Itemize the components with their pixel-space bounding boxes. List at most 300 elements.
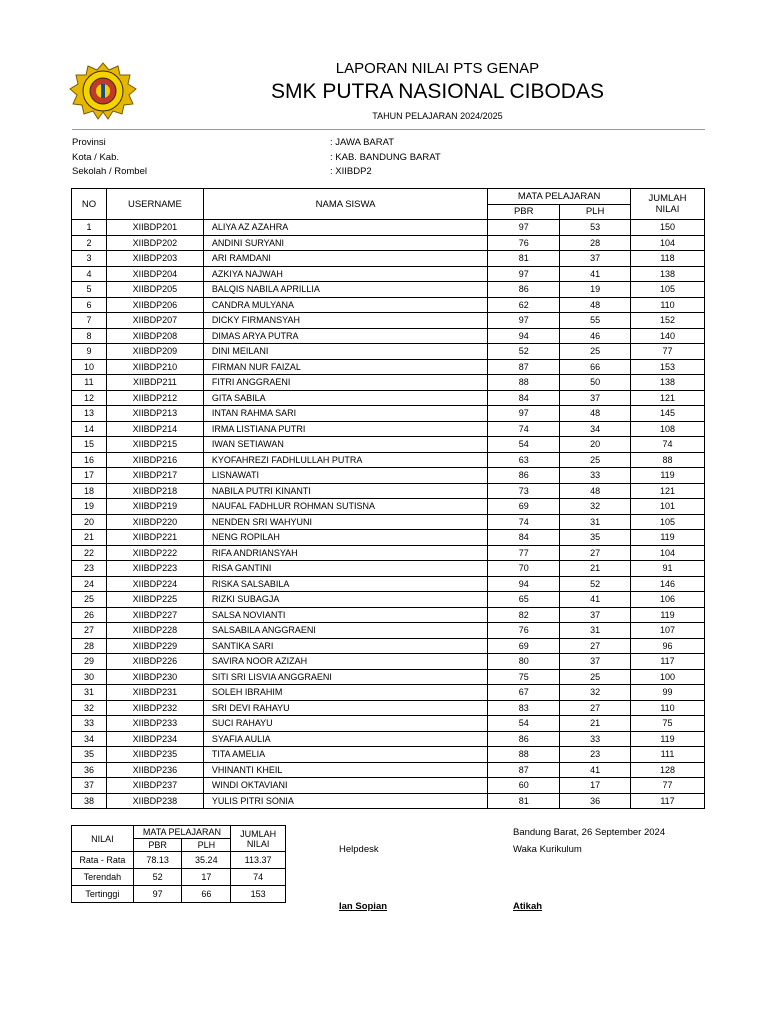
cell-jumlah: 105 <box>631 282 705 298</box>
table-row <box>72 235 705 251</box>
table-row <box>72 220 705 236</box>
cell-jumlah: 145 <box>631 406 705 422</box>
table-row <box>72 638 705 654</box>
cell-no: 28 <box>72 638 107 654</box>
cell-jumlah: 88 <box>631 452 705 468</box>
cell-plh: 48 <box>560 297 631 313</box>
cell-username: XIIBDP225 <box>106 592 203 608</box>
cell-no: 5 <box>72 282 107 298</box>
table-row <box>72 437 705 453</box>
cell-no: 26 <box>72 607 107 623</box>
cell-no: 14 <box>72 421 107 437</box>
cell-jumlah: 138 <box>631 375 705 391</box>
cell-plh: 50 <box>560 375 631 391</box>
table-row <box>72 576 705 592</box>
info-value-kota: : KAB. BANDUNG BARAT <box>330 152 441 163</box>
cell-jumlah: 104 <box>631 545 705 561</box>
cell-nama: RISA GANTINI <box>203 561 487 577</box>
cell-plh: 25 <box>560 344 631 360</box>
cell-pbr: 73 <box>488 483 560 499</box>
cell-jumlah: 106 <box>631 592 705 608</box>
summary-table-body <box>72 852 286 903</box>
cell-nama: IWAN SETIAWAN <box>203 437 487 453</box>
summary-cell-jumlah: 113.37 <box>231 852 286 869</box>
table-row <box>72 452 705 468</box>
cell-username: XIIBDP214 <box>106 421 203 437</box>
summary-cell-label: Terendah <box>72 869 134 886</box>
cell-pbr: 60 <box>488 778 560 794</box>
cell-no: 22 <box>72 545 107 561</box>
cell-no: 30 <box>72 669 107 685</box>
summary-cell-pbr: 97 <box>133 886 182 903</box>
table-row <box>72 297 705 313</box>
nilai-label: NILAI <box>655 204 680 215</box>
cell-nama: VHINANTI KHEIL <box>203 762 487 778</box>
cell-nama: ALIYA AZ AZAHRA <box>203 220 487 236</box>
table-row <box>72 328 705 344</box>
cell-plh: 41 <box>560 592 631 608</box>
cell-username: XIIBDP215 <box>106 437 203 453</box>
cell-username: XIIBDP206 <box>106 297 203 313</box>
cell-nama: DIMAS ARYA PUTRA <box>203 328 487 344</box>
cell-no: 29 <box>72 654 107 670</box>
summary-cell-plh: 17 <box>182 869 231 886</box>
cell-pbr: 67 <box>488 685 560 701</box>
cell-jumlah: 104 <box>631 235 705 251</box>
cell-plh: 37 <box>560 654 631 670</box>
cell-jumlah: 152 <box>631 313 705 329</box>
table-row <box>72 685 705 701</box>
table-row <box>72 793 705 809</box>
table-row <box>72 623 705 639</box>
cell-plh: 46 <box>560 328 631 344</box>
cell-jumlah: 117 <box>631 654 705 670</box>
cell-nama: SUCI RAHAYU <box>203 716 487 732</box>
cell-jumlah: 119 <box>631 468 705 484</box>
cell-no: 10 <box>72 359 107 375</box>
cell-nama: YULIS PITRI SONIA <box>203 793 487 809</box>
cell-no: 33 <box>72 716 107 732</box>
cell-no: 25 <box>72 592 107 608</box>
cell-username: XIIBDP221 <box>106 530 203 546</box>
cell-jumlah: 101 <box>631 499 705 515</box>
school-logo <box>68 62 138 120</box>
cell-pbr: 97 <box>488 220 560 236</box>
cell-plh: 41 <box>560 266 631 282</box>
cell-nama: IRMA LISTIANA PUTRI <box>203 421 487 437</box>
cell-no: 31 <box>72 685 107 701</box>
cell-nama: TITA AMELIA <box>203 747 487 763</box>
cell-jumlah: 119 <box>631 530 705 546</box>
cell-pbr: 54 <box>488 716 560 732</box>
cell-nama: NABILA PUTRI KINANTI <box>203 483 487 499</box>
summary-header-plh: PLH <box>182 839 231 852</box>
cell-jumlah: 150 <box>631 220 705 236</box>
cell-jumlah: 111 <box>631 747 705 763</box>
table-row <box>72 530 705 546</box>
cell-pbr: 86 <box>488 468 560 484</box>
cell-plh: 31 <box>560 623 631 639</box>
cell-plh: 35 <box>560 530 631 546</box>
summary-cell-plh: 66 <box>182 886 231 903</box>
cell-username: XIIBDP233 <box>106 716 203 732</box>
cell-nama: DINI MEILANI <box>203 344 487 360</box>
cell-pbr: 87 <box>488 359 560 375</box>
cell-no: 8 <box>72 328 107 344</box>
summary-nilai-label: NILAI <box>246 838 270 849</box>
cell-jumlah: 105 <box>631 514 705 530</box>
cell-username: XIIBDP202 <box>106 235 203 251</box>
cell-jumlah: 75 <box>631 716 705 732</box>
col-header-no: NO <box>72 189 107 220</box>
cell-pbr: 76 <box>488 623 560 639</box>
table-row <box>72 747 705 763</box>
cell-plh: 21 <box>560 561 631 577</box>
cell-username: XIIBDP219 <box>106 499 203 515</box>
cell-no: 17 <box>72 468 107 484</box>
info-label-provinsi: Provinsi <box>72 137 106 148</box>
cell-username: XIIBDP224 <box>106 576 203 592</box>
cell-jumlah: 128 <box>631 762 705 778</box>
cell-nama: GITA SABILA <box>203 390 487 406</box>
cell-username: XIIBDP236 <box>106 762 203 778</box>
col-header-pbr: PBR <box>488 204 560 220</box>
cell-no: 16 <box>72 452 107 468</box>
cell-username: XIIBDP208 <box>106 328 203 344</box>
cell-pbr: 69 <box>488 499 560 515</box>
cell-plh: 28 <box>560 235 631 251</box>
cell-username: XIIBDP232 <box>106 700 203 716</box>
cell-nama: SITI SRI LISVIA ANGGRAENI <box>203 669 487 685</box>
cell-nama: SOLEH IBRAHIM <box>203 685 487 701</box>
cell-username: XIIBDP220 <box>106 514 203 530</box>
cell-no: 7 <box>72 313 107 329</box>
cell-pbr: 87 <box>488 762 560 778</box>
col-header-username: USERNAME <box>106 189 203 220</box>
cell-plh: 33 <box>560 468 631 484</box>
cell-username: XIIBDP205 <box>106 282 203 298</box>
cell-no: 4 <box>72 266 107 282</box>
cell-jumlah: 108 <box>631 421 705 437</box>
cell-nama: CANDRA MULYANA <box>203 297 487 313</box>
cell-plh: 31 <box>560 514 631 530</box>
cell-username: XIIBDP223 <box>106 561 203 577</box>
cell-pbr: 84 <box>488 530 560 546</box>
cell-jumlah: 121 <box>631 483 705 499</box>
cell-jumlah: 77 <box>631 778 705 794</box>
cell-pbr: 74 <box>488 421 560 437</box>
cell-plh: 53 <box>560 220 631 236</box>
cell-username: XIIBDP218 <box>106 483 203 499</box>
cell-plh: 32 <box>560 499 631 515</box>
cell-jumlah: 91 <box>631 561 705 577</box>
cell-pbr: 69 <box>488 638 560 654</box>
cell-jumlah: 99 <box>631 685 705 701</box>
cell-nama: NAUFAL FADHLUR ROHMAN SUTISNA <box>203 499 487 515</box>
cell-plh: 21 <box>560 716 631 732</box>
cell-jumlah: 107 <box>631 623 705 639</box>
cell-plh: 52 <box>560 576 631 592</box>
helpdesk-name: Ian Sopian <box>339 901 388 912</box>
summary-cell-label: Rata - Rata <box>72 852 134 869</box>
cell-nama: SAVIRA NOOR AZIZAH <box>203 654 487 670</box>
cell-plh: 19 <box>560 282 631 298</box>
cell-pbr: 82 <box>488 607 560 623</box>
cell-nama: RIZKI SUBAGJA <box>203 592 487 608</box>
cell-no: 1 <box>72 220 107 236</box>
cell-pbr: 86 <box>488 282 560 298</box>
summary-cell-label: Tertinggi <box>72 886 134 903</box>
cell-no: 12 <box>72 390 107 406</box>
cell-no: 9 <box>72 344 107 360</box>
cell-pbr: 88 <box>488 375 560 391</box>
cell-nama: INTAN RAHMA SARI <box>203 406 487 422</box>
cell-jumlah: 117 <box>631 793 705 809</box>
cell-nama: SANTIKA SARI <box>203 638 487 654</box>
table-row <box>72 716 705 732</box>
jumlah-label: JUMLAH <box>648 193 687 204</box>
cell-no: 38 <box>72 793 107 809</box>
table-row <box>72 406 705 422</box>
cell-pbr: 81 <box>488 793 560 809</box>
cell-pbr: 86 <box>488 731 560 747</box>
cell-no: 37 <box>72 778 107 794</box>
cell-pbr: 62 <box>488 297 560 313</box>
cell-no: 3 <box>72 251 107 267</box>
cell-plh: 25 <box>560 452 631 468</box>
cell-no: 11 <box>72 375 107 391</box>
cell-no: 18 <box>72 483 107 499</box>
table-row <box>72 607 705 623</box>
table-row <box>72 561 705 577</box>
place-date: Bandung Barat, 26 September 2024 <box>513 827 666 838</box>
cell-plh: 20 <box>560 437 631 453</box>
cell-pbr: 80 <box>488 654 560 670</box>
cell-no: 23 <box>72 561 107 577</box>
school-emblem-icon <box>68 62 138 120</box>
summary-jumlah-label: JUMLAH <box>240 828 277 839</box>
cell-pbr: 94 <box>488 576 560 592</box>
cell-username: XIIBDP238 <box>106 793 203 809</box>
summary-cell-jumlah: 153 <box>231 886 286 903</box>
cell-jumlah: 74 <box>631 437 705 453</box>
cell-no: 20 <box>72 514 107 530</box>
cell-no: 21 <box>72 530 107 546</box>
cell-no: 34 <box>72 731 107 747</box>
table-row <box>72 592 705 608</box>
summary-cell-pbr: 52 <box>133 869 182 886</box>
cell-pbr: 83 <box>488 700 560 716</box>
cell-username: XIIBDP230 <box>106 669 203 685</box>
table-row <box>72 344 705 360</box>
cell-no: 13 <box>72 406 107 422</box>
cell-jumlah: 140 <box>631 328 705 344</box>
table-row <box>72 359 705 375</box>
col-header-plh: PLH <box>560 204 631 220</box>
helpdesk-role: Helpdesk <box>339 844 379 855</box>
cell-no: 27 <box>72 623 107 639</box>
cell-no: 2 <box>72 235 107 251</box>
cell-jumlah: 77 <box>631 344 705 360</box>
cell-username: XIIBDP210 <box>106 359 203 375</box>
cell-username: XIIBDP203 <box>106 251 203 267</box>
cell-username: XIIBDP209 <box>106 344 203 360</box>
cell-username: XIIBDP234 <box>106 731 203 747</box>
table-row <box>72 545 705 561</box>
cell-username: XIIBDP207 <box>106 313 203 329</box>
cell-plh: 37 <box>560 607 631 623</box>
cell-plh: 48 <box>560 406 631 422</box>
cell-nama: FITRI ANGGRAENI <box>203 375 487 391</box>
cell-username: XIIBDP222 <box>106 545 203 561</box>
cell-jumlah: 96 <box>631 638 705 654</box>
table-row <box>72 700 705 716</box>
header-divider <box>72 129 705 130</box>
cell-plh: 37 <box>560 390 631 406</box>
cell-plh: 66 <box>560 359 631 375</box>
table-row <box>72 499 705 515</box>
table-row <box>72 390 705 406</box>
cell-username: XIIBDP227 <box>106 607 203 623</box>
col-header-jumlah <box>631 189 705 220</box>
cell-nama: RISKA SALSABILA <box>203 576 487 592</box>
summary-header-pbr: PBR <box>133 839 182 852</box>
cell-plh: 33 <box>560 731 631 747</box>
cell-plh: 41 <box>560 762 631 778</box>
table-row <box>72 483 705 499</box>
cell-nama: WINDI OKTAVIANI <box>203 778 487 794</box>
cell-plh: 37 <box>560 251 631 267</box>
cell-pbr: 81 <box>488 251 560 267</box>
col-header-mapel: MATA PELAJARAN <box>488 189 631 205</box>
cell-nama: ANDINI SURYANI <box>203 235 487 251</box>
summary-cell-pbr: 78.13 <box>133 852 182 869</box>
table-row <box>72 731 705 747</box>
cell-nama: KYOFAHREZI FADHLULLAH PUTRA <box>203 452 487 468</box>
cell-plh: 23 <box>560 747 631 763</box>
cell-username: XIIBDP216 <box>106 452 203 468</box>
summary-row <box>72 886 286 903</box>
cell-username: XIIBDP228 <box>106 623 203 639</box>
cell-pbr: 97 <box>488 313 560 329</box>
info-value-sekolah: : XIIBDP2 <box>330 166 372 177</box>
col-header-nama: NAMA SISWA <box>203 189 487 220</box>
cell-nama: DICKY FIRMANSYAH <box>203 313 487 329</box>
info-label-sekolah: Sekolah / Rombel <box>72 166 147 177</box>
cell-username: XIIBDP217 <box>106 468 203 484</box>
cell-plh: 27 <box>560 638 631 654</box>
cell-pbr: 97 <box>488 406 560 422</box>
cell-username: XIIBDP237 <box>106 778 203 794</box>
school-name: SMK PUTRA NASIONAL CIBODAS <box>271 80 604 103</box>
summary-cell-jumlah: 74 <box>231 869 286 886</box>
cell-pbr: 88 <box>488 747 560 763</box>
table-row <box>72 313 705 329</box>
info-label-kota: Kota / Kab. <box>72 152 120 163</box>
cell-nama: NENDEN SRI WAHYUNI <box>203 514 487 530</box>
cell-pbr: 63 <box>488 452 560 468</box>
cell-username: XIIBDP201 <box>106 220 203 236</box>
cell-jumlah: 119 <box>631 607 705 623</box>
table-row <box>72 468 705 484</box>
cell-plh: 55 <box>560 313 631 329</box>
cell-plh: 36 <box>560 793 631 809</box>
cell-nama: AZKIYA NAJWAH <box>203 266 487 282</box>
cell-no: 36 <box>72 762 107 778</box>
table-row <box>72 762 705 778</box>
cell-no: 15 <box>72 437 107 453</box>
summary-header-jumlah <box>231 826 286 852</box>
summary-header-nilai: NILAI <box>72 826 134 852</box>
cell-username: XIIBDP212 <box>106 390 203 406</box>
cell-pbr: 52 <box>488 344 560 360</box>
table-row <box>72 669 705 685</box>
academic-year: TAHUN PELAJARAN 2024/2025 <box>372 111 503 121</box>
cell-jumlah: 153 <box>631 359 705 375</box>
kurikulum-role: Waka Kurikulum <box>513 844 582 855</box>
cell-username: XIIBDP213 <box>106 406 203 422</box>
cell-pbr: 77 <box>488 545 560 561</box>
info-value-provinsi: : JAWA BARAT <box>330 137 395 148</box>
cell-nama: BALQIS NABILA APRILLIA <box>203 282 487 298</box>
cell-pbr: 76 <box>488 235 560 251</box>
cell-jumlah: 100 <box>631 669 705 685</box>
summary-header-mapel: MATA PELAJARAN <box>133 826 230 839</box>
cell-nama: SRI DEVI RAHAYU <box>203 700 487 716</box>
cell-nama: ARI RAMDANI <box>203 251 487 267</box>
table-row <box>72 266 705 282</box>
report-title: LAPORAN NILAI PTS GENAP <box>335 60 540 77</box>
cell-pbr: 84 <box>488 390 560 406</box>
cell-username: XIIBDP229 <box>106 638 203 654</box>
grades-table <box>71 188 705 809</box>
cell-username: XIIBDP226 <box>106 654 203 670</box>
cell-nama: LISNAWATI <box>203 468 487 484</box>
cell-plh: 32 <box>560 685 631 701</box>
kurikulum-name: Atikah <box>513 901 543 912</box>
cell-plh: 27 <box>560 545 631 561</box>
cell-plh: 27 <box>560 700 631 716</box>
cell-pbr: 94 <box>488 328 560 344</box>
cell-username: XIIBDP235 <box>106 747 203 763</box>
cell-plh: 48 <box>560 483 631 499</box>
table-row <box>72 778 705 794</box>
summary-row <box>72 869 286 886</box>
cell-no: 32 <box>72 700 107 716</box>
cell-jumlah: 138 <box>631 266 705 282</box>
table-row <box>72 654 705 670</box>
table-row <box>72 421 705 437</box>
table-row <box>72 514 705 530</box>
cell-pbr: 75 <box>488 669 560 685</box>
cell-plh: 25 <box>560 669 631 685</box>
table-row <box>72 282 705 298</box>
cell-pbr: 70 <box>488 561 560 577</box>
cell-pbr: 74 <box>488 514 560 530</box>
cell-username: XIIBDP211 <box>106 375 203 391</box>
cell-nama: SALSABILA ANGGRAENI <box>203 623 487 639</box>
cell-jumlah: 118 <box>631 251 705 267</box>
cell-pbr: 54 <box>488 437 560 453</box>
grades-table-body <box>72 220 705 809</box>
cell-nama: NENG ROPILAH <box>203 530 487 546</box>
cell-nama: RIFA ANDRIANSYAH <box>203 545 487 561</box>
cell-no: 6 <box>72 297 107 313</box>
cell-username: XIIBDP204 <box>106 266 203 282</box>
summary-table <box>71 825 286 903</box>
cell-jumlah: 119 <box>631 731 705 747</box>
cell-username: XIIBDP231 <box>106 685 203 701</box>
